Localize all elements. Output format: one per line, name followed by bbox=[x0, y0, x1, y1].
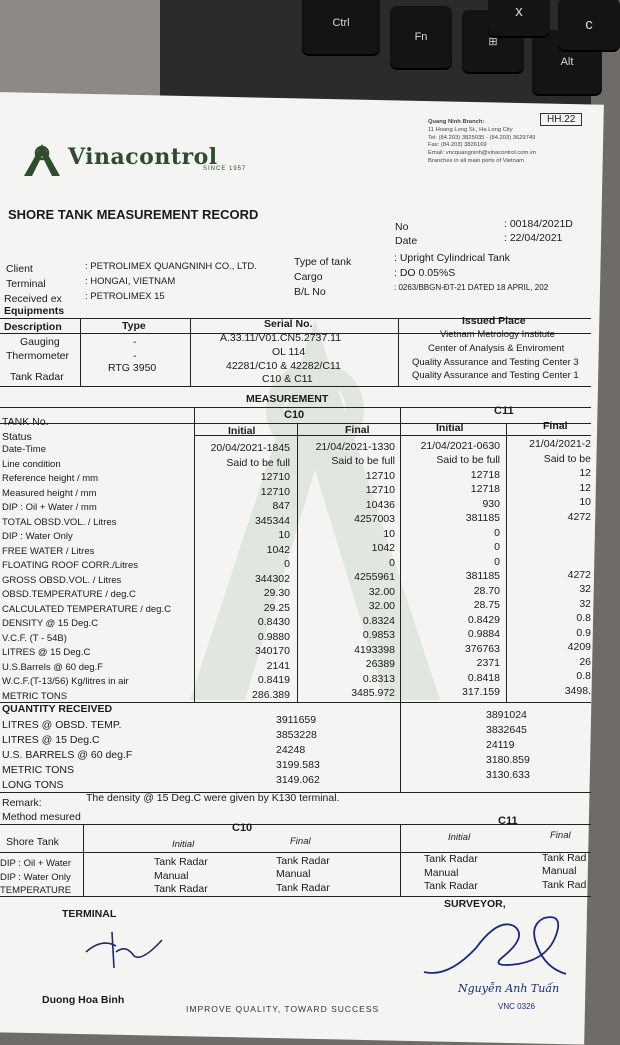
method-status: Final bbox=[290, 836, 311, 847]
quantity-c11-value: 3130.633 bbox=[486, 769, 530, 781]
measurement-cell: 0.8 bbox=[576, 670, 591, 683]
measurement-cell: 345344 bbox=[254, 514, 290, 527]
measurement-cell: 2371 bbox=[476, 657, 500, 670]
measurement-cell: 4255961 bbox=[354, 571, 395, 584]
measurement-cell: 317.159 bbox=[462, 686, 500, 699]
measurement-row-label: OBSD.TEMPERATURE / deg.C bbox=[2, 589, 136, 600]
equip-place: Vietnam Metrology Institute bbox=[440, 329, 555, 340]
measurement-cell: 21/04/2021-1330 bbox=[315, 440, 395, 453]
measurement-row-label: U.S.Barrels @ 60 deg.F bbox=[2, 661, 103, 673]
equip-desc: Gauging bbox=[20, 336, 60, 348]
logo-wordmark: Vinacontrol bbox=[68, 144, 218, 170]
measurement-row-label: FLOATING ROOF CORR./Litres bbox=[2, 560, 139, 571]
tank-type-label: Type of tank bbox=[294, 256, 352, 268]
no-label: No bbox=[395, 221, 409, 233]
key-ctrl bbox=[302, 0, 380, 54]
status-c11-final: Final bbox=[543, 420, 568, 432]
tank-c10-header: C10 bbox=[284, 409, 305, 421]
tank-c11-header: C11 bbox=[494, 405, 514, 417]
divider bbox=[0, 386, 591, 387]
terminal-value: : HONGAI, VIETNAM bbox=[85, 276, 176, 287]
method-status: Initial bbox=[172, 839, 195, 850]
quantity-title: QUANTITY RECEIVED bbox=[2, 703, 113, 715]
measurement-cell: 12710 bbox=[260, 485, 290, 498]
key-fn bbox=[390, 6, 452, 68]
equip-serial: OL 114 bbox=[272, 346, 306, 358]
divider bbox=[194, 407, 195, 702]
measurement-cell: 0 bbox=[494, 526, 500, 539]
branch-line: Fax: (84.203) 3826169 bbox=[428, 142, 487, 149]
status-c10-final: Final bbox=[345, 424, 370, 436]
received-label: Received ex bbox=[4, 293, 62, 305]
method-cell: Tank Radar bbox=[424, 880, 478, 892]
equip-type: - bbox=[133, 336, 137, 348]
measurement-cell: 4272 bbox=[567, 510, 591, 523]
remark-label: Remark: bbox=[2, 797, 42, 809]
status-c10-initial: Initial bbox=[228, 425, 256, 437]
equip-header-description: Description bbox=[4, 321, 62, 333]
bl-value: : 0263/BBGN-ĐT-21 DATED 18 APRIL, 202 bbox=[394, 283, 549, 292]
terminal-signature-icon bbox=[82, 922, 172, 972]
quantity-row-label: LITRES @ OBSD. TEMP. bbox=[2, 719, 122, 731]
divider bbox=[80, 318, 81, 386]
measurement-cell: 0.8430 bbox=[257, 616, 290, 628]
branch-line: Tel: (84.203) 3825035 - (84.203) 3629749 bbox=[428, 134, 536, 141]
method-cell: Tank Radar bbox=[276, 881, 330, 894]
measurement-cell: 21/04/2021-2 bbox=[529, 438, 591, 451]
measurement-cell: 4272 bbox=[567, 568, 591, 581]
measurement-cell: 0.9853 bbox=[362, 629, 395, 642]
quantity-c10-value: 24248 bbox=[276, 744, 306, 756]
branch-info bbox=[428, 119, 536, 166]
surveyor-signature-label: SURVEYOR, bbox=[444, 898, 506, 910]
measurement-cell: 20/04/2021-1845 bbox=[210, 442, 290, 454]
measurement-cell: 29.30 bbox=[263, 587, 290, 599]
equip-serial: 42281/C10 & 42282/C11 bbox=[226, 360, 341, 372]
measurement-cell: 10436 bbox=[365, 498, 395, 511]
measurement-cell: 1042 bbox=[266, 543, 290, 556]
measurement-row-label: Line condition bbox=[2, 458, 61, 470]
measurement-cell: 381185 bbox=[465, 570, 500, 583]
measurement-title: MEASUREMENT bbox=[246, 393, 329, 405]
key-c bbox=[558, 0, 620, 50]
divider bbox=[0, 852, 591, 853]
measurement-cell: 344302 bbox=[254, 572, 290, 585]
windows-icon: ⊞ bbox=[488, 35, 498, 48]
no-value: : 00184/2021D bbox=[504, 218, 573, 230]
measurement-cell: 0.8324 bbox=[362, 614, 395, 627]
quantity-c10-value: 3853228 bbox=[276, 729, 317, 741]
tank-type-value: : Upright Cylindrical Tank bbox=[394, 252, 510, 264]
measurement-cell: 4193398 bbox=[354, 643, 395, 656]
method-cell: Tank Radar bbox=[154, 883, 208, 895]
measurement-row-label: LITRES @ 15 Deg.C bbox=[2, 647, 91, 658]
measurement-cell: 0 bbox=[389, 556, 395, 569]
measurement-cell: 0 bbox=[494, 555, 500, 568]
terminal-signature-label: TERMINAL bbox=[62, 908, 117, 920]
measurement-cell: 0 bbox=[284, 558, 290, 570]
divider bbox=[190, 318, 191, 386]
measurement-cell: 32 bbox=[579, 583, 591, 596]
client-label: Client bbox=[6, 263, 33, 275]
client-value: : PETROLIMEX QUANGNINH CO., LTD. bbox=[85, 261, 257, 272]
divider bbox=[0, 423, 591, 424]
measurement-row-label: FREE WATER / Litres bbox=[2, 545, 95, 557]
method-title: Method mesured bbox=[2, 811, 81, 823]
key-label: x bbox=[515, 2, 523, 20]
equip-header-type: Type bbox=[122, 320, 146, 332]
measurement-cell: 32 bbox=[579, 597, 591, 610]
divider bbox=[398, 318, 399, 386]
quantity-c10-value: 3149.062 bbox=[276, 774, 320, 786]
measurement-cell: 4257003 bbox=[354, 513, 395, 526]
measurement-cell: 10 bbox=[579, 496, 591, 509]
status-label: Status bbox=[2, 431, 32, 443]
method-row-label: TEMPERATURE bbox=[0, 885, 72, 896]
measurement-cell: 12710 bbox=[260, 471, 290, 483]
branch-line: 11 Hoang Long St., Ha Long City bbox=[428, 126, 513, 133]
divider bbox=[0, 896, 591, 897]
measurement-cell: 0.8 bbox=[576, 612, 591, 625]
measurement-row-label: Measured height / mm bbox=[2, 487, 97, 499]
measurement-cell: 12710 bbox=[365, 484, 395, 497]
branch-line: Branches in all main ports of Vietnam bbox=[428, 157, 524, 164]
cargo-label: Cargo bbox=[294, 271, 323, 283]
quantity-c11-value: 3891024 bbox=[486, 709, 527, 721]
method-status: Final bbox=[550, 830, 571, 841]
measurement-cell: 0.8418 bbox=[467, 671, 500, 684]
measurement-row-label: V.C.F. (T - 54B) bbox=[2, 632, 67, 644]
equip-place: Quality Assurance and Testing Center 3 bbox=[412, 357, 579, 368]
measurement-cell: 28.75 bbox=[473, 599, 500, 612]
measurement-cell: 376763 bbox=[464, 642, 500, 655]
measurement-cell: 0.8429 bbox=[467, 613, 500, 626]
equip-header-serial: Serial No. bbox=[264, 318, 313, 330]
key-x bbox=[488, 0, 550, 36]
measurement-cell: 4209 bbox=[567, 641, 591, 654]
measurement-row-label: GROSS OBSD.VOL. / Litres bbox=[2, 574, 122, 586]
measurement-row-label: METRIC TONS bbox=[2, 690, 68, 702]
divider bbox=[506, 423, 507, 702]
measurement-cell: 3485.972 bbox=[351, 687, 395, 700]
measurement-cell: 0.8313 bbox=[362, 672, 395, 685]
quantity-c10-value: 3199.583 bbox=[276, 759, 320, 771]
equip-desc: Thermometer bbox=[6, 350, 70, 362]
measurement-cell: 29.25 bbox=[263, 601, 290, 614]
measurement-row-label: W.C.F.(T-13/56) Kg/litres in air bbox=[2, 676, 129, 687]
measurement-cell: 10 bbox=[278, 529, 290, 541]
method-row-label: DIP : Water Only bbox=[0, 871, 71, 883]
form-code: HH.22 bbox=[540, 113, 582, 126]
page-title: SHORE TANK MEASUREMENT RECORD bbox=[8, 207, 259, 222]
measurement-cell: 0.9880 bbox=[257, 630, 290, 643]
measurement-cell: Said to be bbox=[543, 452, 591, 465]
logo-since: SINCE 1957 bbox=[203, 166, 247, 172]
measurement-cell: 1042 bbox=[371, 542, 395, 555]
bl-label: B/L No bbox=[294, 286, 326, 298]
received-value: : PETROLIMEX 15 bbox=[85, 291, 165, 302]
measurement-cell: 12718 bbox=[470, 483, 500, 496]
key-label: Alt bbox=[560, 56, 574, 68]
measurement-cell: 12718 bbox=[470, 468, 500, 481]
key-label: Fn bbox=[414, 31, 428, 43]
measurement-cell: Said to be full bbox=[331, 455, 395, 468]
method-status: Initial bbox=[448, 832, 471, 843]
method-cell: Manual bbox=[276, 868, 311, 880]
branch-line: Email: vncquangninh@vinacontrol.com.vn bbox=[428, 150, 537, 157]
measurement-cell: 21/04/2021-0630 bbox=[420, 439, 500, 452]
method-cell: Manual bbox=[154, 869, 189, 882]
equip-type: - bbox=[133, 350, 137, 362]
equip-place: Quality Assurance and Testing Center 1 bbox=[412, 370, 579, 381]
measurement-cell: 3498. bbox=[564, 684, 591, 697]
measurement-cell: 26 bbox=[579, 655, 591, 668]
measurement-cell: 0.8419 bbox=[257, 674, 290, 686]
measurement-cell: Said to be full bbox=[226, 456, 290, 469]
key-label: Ctrl bbox=[332, 17, 350, 29]
quantity-c11-value: 3180.859 bbox=[486, 754, 530, 766]
measurement-cell: 0.9884 bbox=[467, 628, 500, 641]
equip-header-place: Issued Place bbox=[462, 315, 526, 327]
measurement-cell: 12 bbox=[579, 467, 591, 480]
divider bbox=[400, 824, 401, 896]
equip-serial: C10 & C11 bbox=[262, 373, 313, 385]
measurement-cell: 26389 bbox=[365, 658, 395, 671]
equip-serial: A.33.11/V01.CN5.2737.11 bbox=[220, 332, 342, 344]
footer-slogan: IMPROVE QUALITY, TOWARD SUCCESS bbox=[186, 1004, 380, 1014]
method-cell: Tank Radar bbox=[276, 854, 330, 867]
divider bbox=[297, 423, 298, 702]
measurement-cell: 0.9 bbox=[576, 626, 591, 639]
measurement-cell: 32.00 bbox=[368, 585, 395, 598]
measurement-cell: Said to be full bbox=[436, 454, 500, 467]
cargo-value: : DO 0.05%S bbox=[394, 267, 456, 279]
tank-no-label: TANK No. bbox=[2, 416, 49, 428]
terminal-label: Terminal bbox=[6, 278, 46, 290]
measurement-row-label: Date-Time bbox=[2, 444, 46, 455]
measurement-row-label: DENSITY @ 15 Deg.C bbox=[2, 618, 99, 629]
measurement-cell: 286.389 bbox=[252, 688, 290, 701]
surveyor-code: VNC 0326 bbox=[498, 1002, 535, 1011]
vinacontrol-logo-icon bbox=[20, 142, 64, 178]
measurement-row-label: CALCULATED TEMPERATURE / deg.C bbox=[2, 603, 171, 615]
remark-text: The density @ 15 Deg.C were given by K130 terminal. bbox=[86, 792, 340, 804]
equip-place: Center of Analysis & Enviroment bbox=[428, 343, 565, 354]
measurement-cell: 10 bbox=[383, 527, 395, 540]
terminal-name: Duong Hoa Binh bbox=[42, 994, 125, 1006]
branch-name: Quang Ninh Branch: bbox=[428, 119, 485, 125]
method-tank-c10: C10 bbox=[232, 822, 253, 834]
surveyor-signature-icon bbox=[418, 908, 568, 990]
key-label: c bbox=[585, 15, 593, 33]
measurement-cell: 847 bbox=[272, 500, 290, 512]
measurement-cell: 12710 bbox=[365, 469, 395, 482]
measurement-cell: 32.00 bbox=[368, 600, 395, 613]
method-cell: Tank Radar bbox=[424, 853, 478, 865]
quantity-c11-value: 24119 bbox=[486, 739, 515, 751]
date-value: : 22/04/2021 bbox=[504, 232, 563, 244]
date-label: Date bbox=[395, 235, 418, 247]
measurement-row-label: DIP : Oil + Water / mm bbox=[2, 502, 97, 513]
method-cell: Tank Rad bbox=[542, 878, 587, 891]
method-cell: Tank Rad bbox=[542, 851, 587, 864]
equip-type: RTG 3950 bbox=[108, 362, 157, 374]
measurement-row-label: Reference height / mm bbox=[2, 473, 99, 484]
equipments-title: Equipments bbox=[4, 305, 65, 317]
measurement-cell: 340170 bbox=[254, 645, 290, 657]
method-cell: Manual bbox=[542, 865, 577, 877]
quantity-row-label: U.S. BARRELS @ 60 deg.F bbox=[2, 749, 133, 761]
quantity-row-label: LONG TONS bbox=[2, 779, 64, 791]
measurement-cell: 930 bbox=[482, 497, 500, 510]
measurement-cell: 2141 bbox=[266, 659, 290, 672]
method-tank-c11: C11 bbox=[498, 815, 518, 827]
quantity-row-label: METRIC TONS bbox=[2, 764, 74, 776]
measurement-cell: 12 bbox=[579, 481, 591, 494]
measurement-cell: 381185 bbox=[465, 512, 500, 525]
measurement-cell: 0 bbox=[494, 541, 500, 554]
method-cell: Manual bbox=[424, 866, 459, 879]
quantity-c10-value: 3911659 bbox=[276, 714, 317, 726]
divider bbox=[400, 407, 401, 792]
measurement-row-label: DIP : Water Only bbox=[2, 531, 73, 542]
shore-tank-label: Shore Tank bbox=[6, 836, 59, 848]
equip-desc: Tank Radar bbox=[10, 371, 64, 383]
measurement-row-label: TOTAL OBSD.VOL. / Litres bbox=[2, 516, 117, 528]
quantity-c11-value: 3832645 bbox=[486, 724, 527, 736]
measurement-cell: 28.70 bbox=[473, 584, 500, 597]
divider bbox=[83, 824, 84, 896]
quantity-row-label: LITRES @ 15 Deg.C bbox=[2, 734, 100, 746]
surveyor-name: Nguyễn Anh Tuấn bbox=[458, 982, 560, 995]
method-row-label: DIP : Oil + Water bbox=[0, 858, 72, 869]
method-cell: Tank Radar bbox=[154, 856, 208, 868]
status-c11-initial: Initial bbox=[436, 422, 464, 434]
